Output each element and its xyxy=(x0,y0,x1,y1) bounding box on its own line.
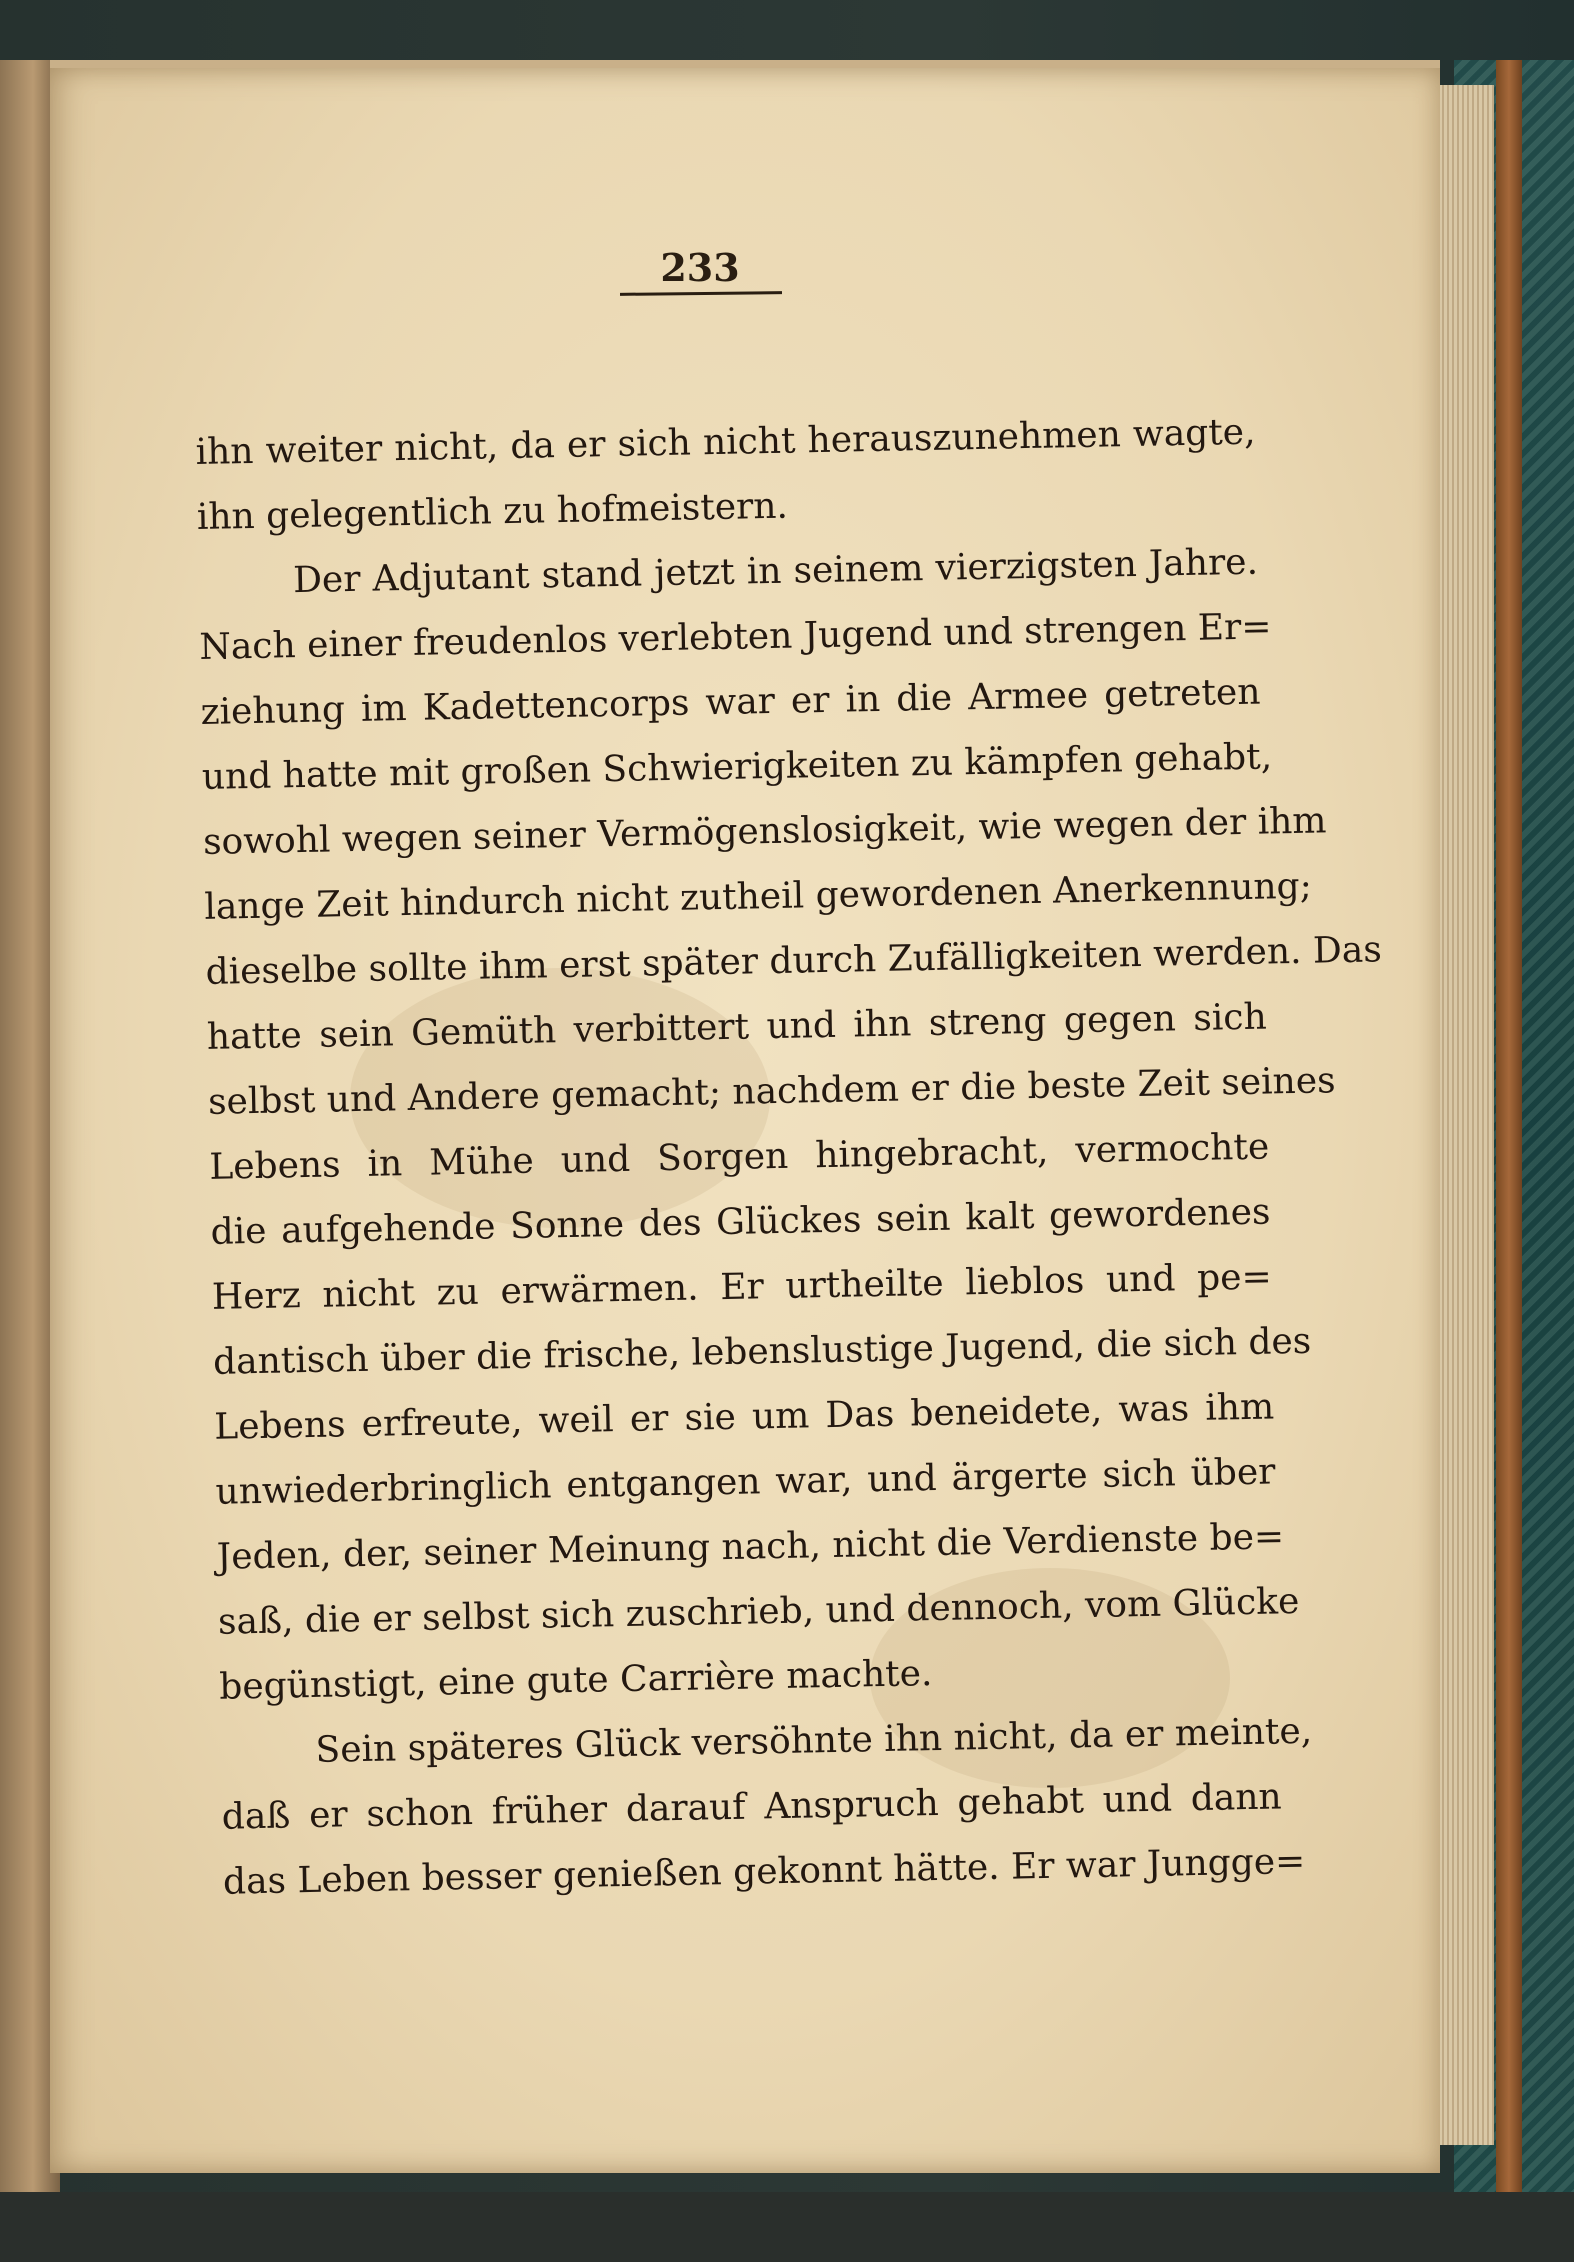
text-line: und hatte mit großen Schwierigkeiten zu kämpfen gehabt, xyxy=(201,736,1273,798)
text-line: Herz nicht zu erwärmen. Er urtheilte lieblos und pe= xyxy=(211,1256,1273,1318)
cover-leather-edge xyxy=(1496,60,1522,2220)
text-line: die aufgehende Sonne des Glückes sein kalt gewordenes xyxy=(210,1191,1271,1253)
text-line: begünstigt, eine gute Carrière machte. xyxy=(218,1653,933,1708)
text-line: lange Zeit hindurch nicht zutheil gewordenen Anerkennung; xyxy=(203,865,1313,928)
text-line: sowohl wegen seiner Vermögenslosigkeit, wie wegen der ihm xyxy=(202,800,1327,863)
text-line: das Leben besser genießen gekonnt hätte. Er war Jungge= xyxy=(222,1840,1306,1903)
text-line: ihn weiter nicht, da er sich nicht herauszunehmen wagte, xyxy=(195,411,1256,473)
text-line: Sein späteres Glück versöhnte ihn nicht, da er meinte, xyxy=(315,1710,1313,1771)
text-line: unwiederbringlich entgangen war, und ärgerte sich über xyxy=(215,1451,1276,1513)
text-line: Nach einer freudenlos verlebten Jugend und strengen Er= xyxy=(198,606,1272,668)
text-line: Lebens in Mühe und Sorgen hingebracht, vermochte xyxy=(208,1126,1270,1188)
page-number: 233 xyxy=(660,245,740,290)
text-line: Jeden, der, seiner Meinung nach, nicht die Verdienste be= xyxy=(216,1516,1285,1578)
text-line: Lebens erfreute, weil er sie um Das beneidete, was ihm xyxy=(213,1386,1275,1448)
text-line: dieselbe sollte ihm erst später durch Zufälligkeiten werden. Das xyxy=(205,929,1383,993)
page-edges xyxy=(1434,85,1494,2145)
body-text xyxy=(195,400,1383,1915)
text-line: daß er schon früher darauf Anspruch gehabt und dann xyxy=(221,1776,1283,1838)
text-line: dantisch über die frische, lebenslustige Jugend, die sich des xyxy=(212,1320,1312,1383)
text-line: selbst und Andere gemacht; nachdem er die beste Zeit seines xyxy=(207,1060,1336,1123)
text-line: ihn gelegentlich zu hofmeistern. xyxy=(196,485,789,538)
text-line: hatte sein Gemüth verbittert und ihn streng gegen sich xyxy=(206,996,1268,1058)
text-line: ziehung im Kadettencorps war er in die Armee getreten xyxy=(200,671,1261,733)
text-line: Der Adjutant stand jetzt in seinem vierzigsten Jahre. xyxy=(292,541,1259,602)
scan-background xyxy=(0,2192,1574,2262)
text-line: saß, die er selbst sich zuschrieb, und dennoch, vom Glücke xyxy=(217,1581,1300,1643)
